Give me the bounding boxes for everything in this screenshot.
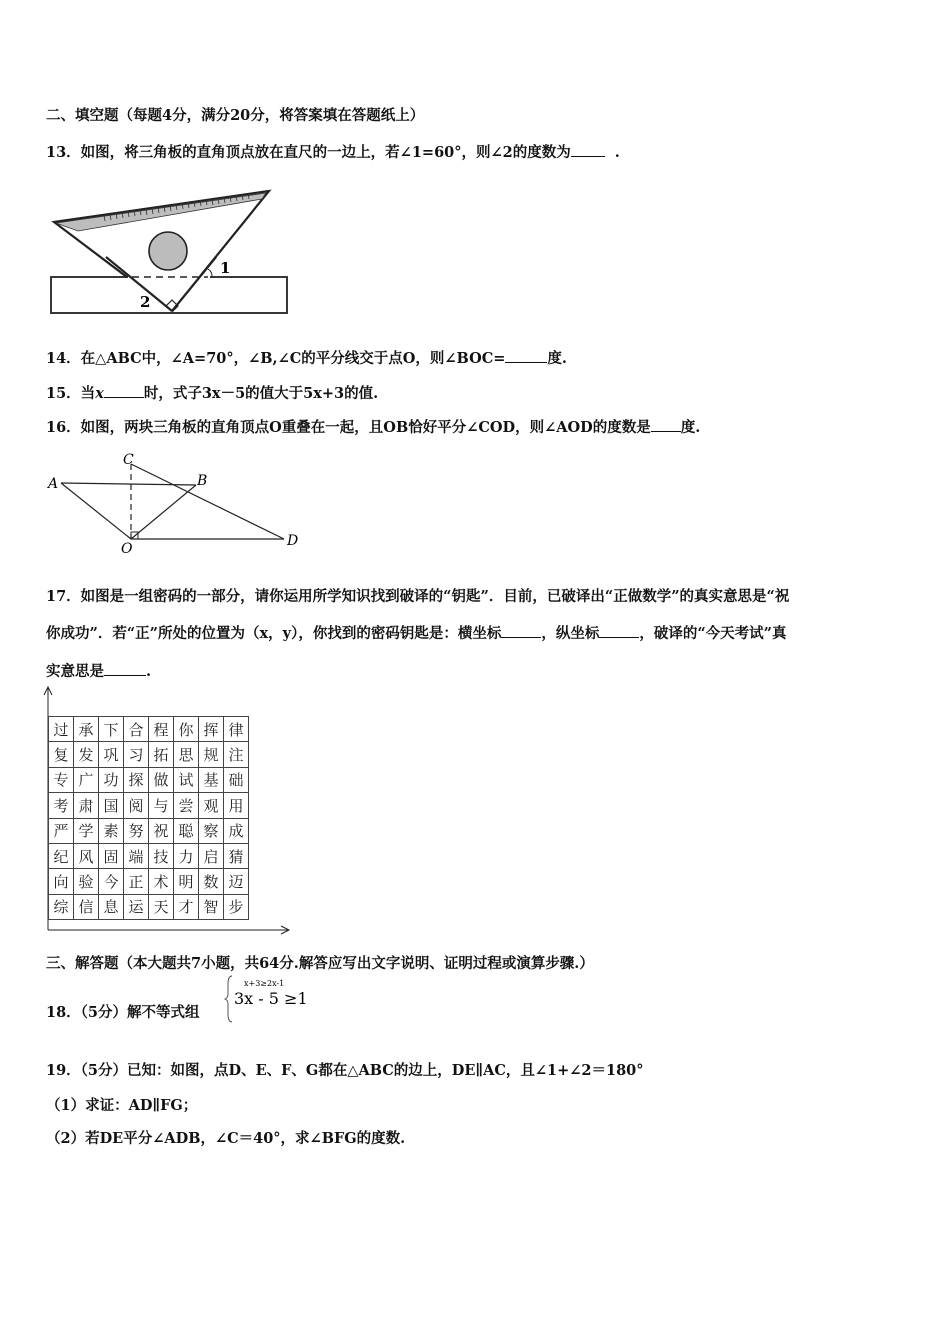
cipher-grid-cell: 猜 xyxy=(224,843,249,868)
segment-OB xyxy=(131,485,196,539)
cipher-grid-cell: 复 xyxy=(49,742,74,767)
q17-x-blank xyxy=(501,623,541,638)
cipher-grid-cell: 数 xyxy=(199,869,224,894)
q17-line3a: 实意思是 xyxy=(46,663,104,680)
cipher-grid-cell: 智 xyxy=(199,894,224,919)
q13-answer-blank xyxy=(571,142,605,157)
cipher-grid-cell: 肃 xyxy=(74,793,99,818)
cipher-grid-cell: 术 xyxy=(149,869,174,894)
cipher-grid-cell: 与 xyxy=(149,793,174,818)
segment-AO xyxy=(61,483,131,539)
q13-figure xyxy=(44,185,296,319)
inequality-1: x+3≥2x-1 xyxy=(244,979,285,988)
cipher-grid-cell: 向 xyxy=(49,869,74,894)
cipher-grid-cell: 纪 xyxy=(49,843,74,868)
q13-text: 13．如图，将三角板的直角顶点放在直尺的一边上，若∠1=60°，则∠2的度数为 xyxy=(46,144,571,161)
cipher-grid-cell: 启 xyxy=(199,843,224,868)
cipher-grid-cell: 试 xyxy=(174,767,199,792)
segment-AB xyxy=(61,483,196,485)
cipher-grid-cell: 用 xyxy=(224,793,249,818)
cipher-grid-cell: 努 xyxy=(124,818,149,843)
cipher-grid-cell: 正 xyxy=(124,869,149,894)
q16-answer-blank xyxy=(651,417,681,432)
point-B-label: B xyxy=(197,473,208,489)
cipher-grid-cell: 础 xyxy=(224,767,249,792)
q15-answer-blank xyxy=(104,383,144,398)
cipher-grid-cell: 步 xyxy=(224,894,249,919)
cipher-grid-cell: 广 xyxy=(74,767,99,792)
cipher-grid-cell: 你 xyxy=(174,717,199,742)
cipher-grid-cell: 专 xyxy=(49,767,74,792)
cipher-grid-cell: 察 xyxy=(199,818,224,843)
q17-line2c: ，破译的“今天考试”真 xyxy=(639,625,787,642)
cipher-grid-cell: 律 xyxy=(224,717,249,742)
cipher-grid-cell: 尝 xyxy=(174,793,199,818)
section-3-title: 三、解答题（本大题共7小题，共64分.解答应写出文字说明、证明过程或演算步骤.） xyxy=(46,955,594,972)
point-O-label: O xyxy=(121,541,133,557)
section-2-title: 二、填空题（每题4分，满分20分，将答案填在答题纸上） xyxy=(46,107,425,124)
segment-CD xyxy=(131,464,284,539)
cipher-grid-cell: 息 xyxy=(99,894,124,919)
q16-text: 16．如图，两块三角板的直角顶点O重叠在一起，且OB恰好平分∠COD，则∠AOD的度数是 xyxy=(46,419,651,436)
cipher-grid-cell: 发 xyxy=(74,742,99,767)
cipher-grid-cell: 合 xyxy=(124,717,149,742)
question-18: 18．（5分）解不等式组 xyxy=(46,1004,200,1021)
cipher-grid-cell: 祝 xyxy=(149,818,174,843)
q15-suffix: 时，式子3x－5的值大于5x+3的值. xyxy=(143,385,379,402)
cipher-grid-cell: 素 xyxy=(99,818,124,843)
inequality-2: 3x - 5 ≥1 xyxy=(234,989,308,1008)
cipher-grid-row xyxy=(49,818,249,843)
cipher-grid-cell: 聪 xyxy=(174,818,199,843)
cipher-grid-row xyxy=(49,742,249,767)
question-17-line-2 xyxy=(46,622,787,643)
cipher-grid-cell: 挥 xyxy=(199,717,224,742)
system-brace xyxy=(225,976,232,1022)
q16-figure xyxy=(44,448,306,558)
cipher-grid-cell: 综 xyxy=(49,894,74,919)
cipher-grid-row xyxy=(49,767,249,792)
cipher-grid-cell: 注 xyxy=(224,742,249,767)
cipher-grid-cell: 程 xyxy=(149,717,174,742)
cipher-grid-cell: 验 xyxy=(74,869,99,894)
cipher-grid-cell: 天 xyxy=(149,894,174,919)
question-14 xyxy=(46,347,567,368)
cipher-grid-cell: 承 xyxy=(74,717,99,742)
cipher-grid-cell: 基 xyxy=(199,767,224,792)
q18-inequality-system xyxy=(224,974,324,1024)
cipher-grid-cell: 考 xyxy=(49,793,74,818)
question-17-line-3 xyxy=(46,660,151,681)
q14-text: 14．在△ABC中，∠A=70°，∠B,∠C的平分线交于点O，则∠BOC= xyxy=(46,350,506,367)
q17-line3b: . xyxy=(146,663,152,680)
question-19-part-1: （1）求证：AD∥FG； xyxy=(46,1097,198,1114)
cipher-grid xyxy=(48,716,249,920)
cipher-grid-cell: 做 xyxy=(149,767,174,792)
question-19: 19．（5分）已知：如图，点D、E、F、G都在△ABC的边上，DE∥AC，且∠1+∠2＝180° xyxy=(46,1062,644,1079)
point-C-label: C xyxy=(123,452,134,468)
q13-tail: . xyxy=(614,144,620,161)
question-15 xyxy=(46,382,378,403)
cipher-grid-cell: 迈 xyxy=(224,869,249,894)
cipher-grid-cell: 风 xyxy=(74,843,99,868)
cipher-grid-row xyxy=(49,843,249,868)
triangle-hole-circle xyxy=(149,232,187,270)
q17-line2b: ，纵坐标 xyxy=(541,625,600,642)
cipher-grid-cell: 过 xyxy=(49,717,74,742)
cipher-grid-row xyxy=(49,869,249,894)
cipher-grid-cell: 端 xyxy=(124,843,149,868)
q15-prefix: 15．当 xyxy=(46,385,96,402)
cipher-grid-cell: 固 xyxy=(99,843,124,868)
cipher-grid-cell: 明 xyxy=(174,869,199,894)
cipher-grid-cell: 才 xyxy=(174,894,199,919)
cipher-grid-cell: 技 xyxy=(149,843,174,868)
q15-variable: x xyxy=(95,385,104,402)
q14-answer-blank xyxy=(505,348,547,363)
cipher-grid-cell: 力 xyxy=(174,843,199,868)
q17-line2a: 你成功”．若“正”所处的位置为（x，y），你找到的密码钥匙是：横坐标 xyxy=(46,625,502,642)
q14-tail: 度. xyxy=(547,350,567,367)
cipher-grid-row xyxy=(49,717,249,742)
cipher-grid-cell: 今 xyxy=(99,869,124,894)
cipher-grid-cell: 学 xyxy=(74,818,99,843)
cipher-grid-cell: 下 xyxy=(99,717,124,742)
cipher-grid-cell: 拓 xyxy=(149,742,174,767)
cipher-grid-cell: 成 xyxy=(224,818,249,843)
question-16 xyxy=(46,416,700,437)
cipher-grid-cell: 国 xyxy=(99,793,124,818)
q16-tail: 度. xyxy=(680,419,701,436)
cipher-grid-cell: 规 xyxy=(199,742,224,767)
cipher-grid-cell: 阅 xyxy=(124,793,149,818)
cipher-grid-cell: 思 xyxy=(174,742,199,767)
cipher-grid-row xyxy=(49,894,249,919)
cipher-grid-cell: 功 xyxy=(99,767,124,792)
cipher-grid-cell: 严 xyxy=(49,818,74,843)
cipher-grid-row xyxy=(49,793,249,818)
angle-2-label: 2 xyxy=(140,293,151,311)
cipher-grid-cell: 信 xyxy=(74,894,99,919)
point-A-label: A xyxy=(48,476,59,492)
cipher-grid-cell: 习 xyxy=(124,742,149,767)
cipher-grid-cell: 探 xyxy=(124,767,149,792)
cipher-grid-cell: 运 xyxy=(124,894,149,919)
question-13 xyxy=(46,141,620,162)
q17-y-blank xyxy=(599,623,639,638)
angle-1-label: 1 xyxy=(220,259,231,277)
point-D-label: D xyxy=(287,533,299,549)
q17-meaning-blank xyxy=(104,661,146,676)
question-19-part-2: （2）若DE平分∠ADB，∠C＝40°，求∠BFG的度数. xyxy=(46,1130,406,1147)
cipher-grid-cell: 观 xyxy=(199,793,224,818)
cipher-grid-cell: 巩 xyxy=(99,742,124,767)
question-17-line-1: 17．如图是一组密码的一部分，请你运用所学知识找到破译的“钥匙”．目前，已破译出“正做数学”的真实意思是“祝 xyxy=(46,588,790,605)
